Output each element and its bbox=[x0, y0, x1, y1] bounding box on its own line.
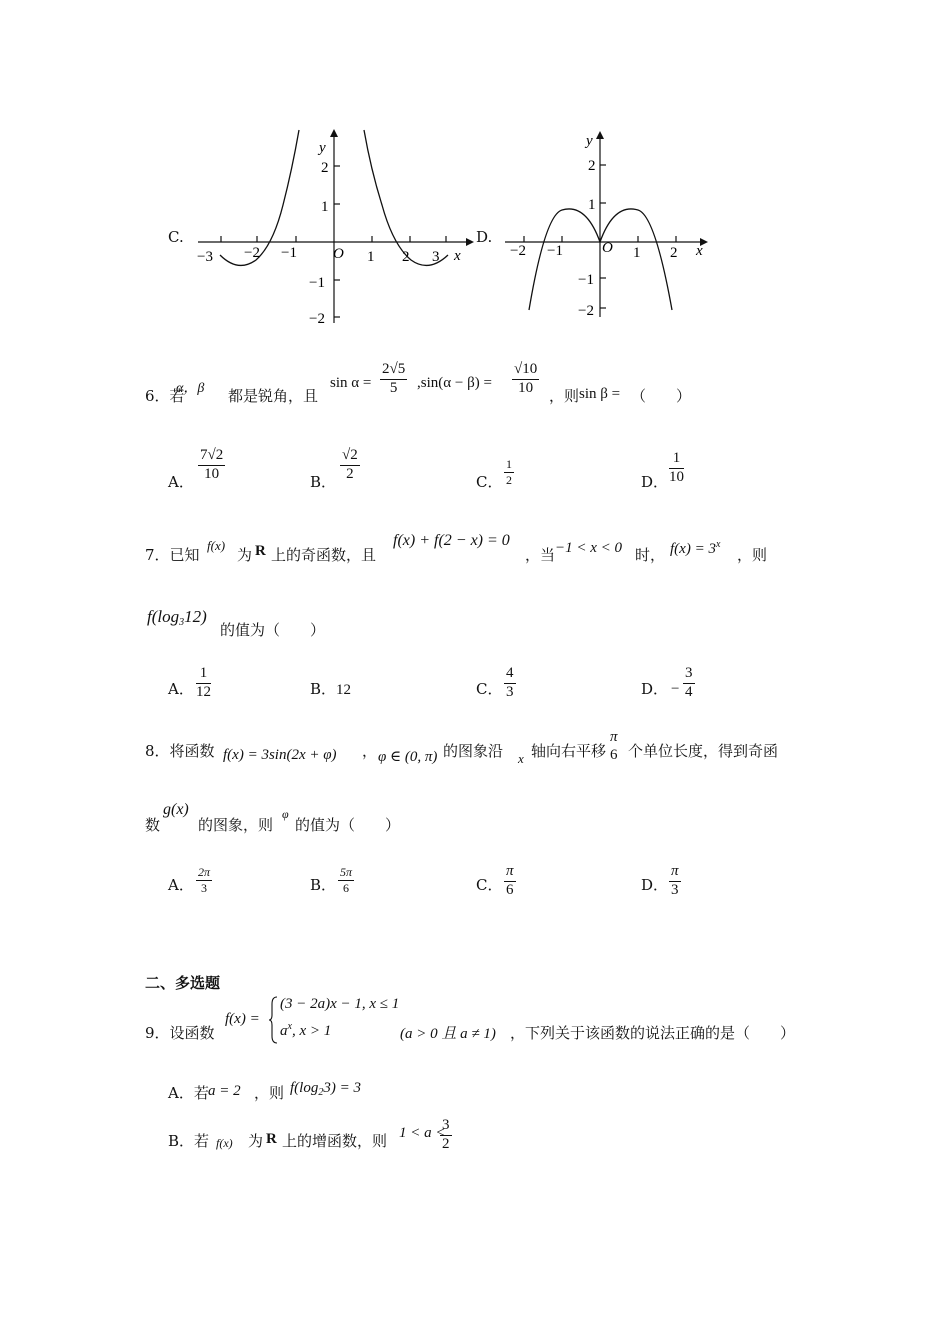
q6-option-c-fraction bbox=[504, 458, 514, 486]
q8-shift-fraction bbox=[608, 730, 620, 764]
q8-option-b-label: B． bbox=[310, 876, 337, 894]
graph-c bbox=[188, 125, 478, 330]
graph-c-xtick-2: 2 bbox=[402, 249, 410, 265]
q7-line-2-text: 的值为（ ） bbox=[220, 621, 326, 639]
q6-option-c-den: 2 bbox=[506, 472, 512, 487]
q7-option-a-fraction bbox=[196, 666, 211, 701]
q6-option-a-num: 7√2 bbox=[198, 448, 225, 466]
graph-c-ytick-neg1: −1 bbox=[309, 275, 325, 291]
graph-d-option-label: D. bbox=[476, 228, 493, 246]
graph-c-x-label: x bbox=[454, 248, 461, 264]
q6-option-b-den: 2 bbox=[346, 465, 354, 482]
q9-brace bbox=[269, 996, 279, 1044]
q7-text-5: ，则 bbox=[737, 546, 768, 564]
q6-fraction-2 bbox=[512, 362, 539, 397]
q8-fx: f(x) = 3sin(2x + φ) bbox=[223, 747, 337, 763]
graph-c-ytick-2: 2 bbox=[321, 160, 329, 176]
q6-option-d-num: 1 bbox=[669, 451, 684, 469]
q6-text-1: 都是锐角，且 bbox=[228, 387, 319, 405]
q7-fx-def-base: f(x) = 3 bbox=[670, 541, 716, 557]
q8-shift-den: 6 bbox=[610, 746, 618, 763]
q6-paren: （ ） bbox=[631, 387, 692, 405]
graph-d-ytick-neg2: −2 bbox=[578, 303, 594, 319]
graph-c-ytick-1: 1 bbox=[321, 199, 329, 215]
q9-option-b-den: 2 bbox=[442, 1135, 450, 1152]
graph-d-origin: O bbox=[602, 240, 613, 256]
q8-option-d-den: 3 bbox=[671, 881, 679, 898]
q7-option-d-num: 3 bbox=[683, 666, 695, 684]
q8-option-c-label: C． bbox=[476, 876, 503, 894]
graph-d-xtick-neg2: −2 bbox=[510, 243, 526, 259]
q7-text-2: 上的奇函数，且 bbox=[271, 546, 377, 564]
q6-option-c-label: C． bbox=[476, 473, 503, 491]
graph-c-xtick-3: 3 bbox=[432, 249, 440, 265]
graph-c-xtick-1: 1 bbox=[367, 249, 375, 265]
q8-option-a-den: 3 bbox=[201, 880, 207, 895]
q6-option-b-label: B． bbox=[310, 473, 337, 491]
q6-option-b-fraction bbox=[340, 448, 360, 483]
q8-phi-range: φ ∈ (0, π) bbox=[378, 749, 438, 765]
q6-fraction-2-den: 10 bbox=[518, 379, 534, 396]
q8-text-3: 轴向右平移 bbox=[531, 742, 607, 760]
q7-option-c-den: 3 bbox=[506, 683, 514, 700]
graph-d bbox=[500, 125, 720, 325]
q9-option-b-R: R bbox=[266, 1131, 277, 1147]
graph-c-ytick-neg2: −2 bbox=[309, 311, 325, 327]
q6-option-d-den: 10 bbox=[669, 468, 684, 485]
q7-R: R bbox=[255, 543, 266, 559]
q9-option-a-text: ，则 bbox=[254, 1084, 285, 1102]
q9-case-1: (3 − 2a)x − 1, x ≤ 1 bbox=[280, 996, 400, 1012]
q8-option-d-fraction bbox=[669, 864, 681, 899]
q9-option-b-text-2: 上的增函数，则 bbox=[282, 1132, 388, 1150]
q7-log-expr bbox=[147, 608, 207, 628]
q6-option-c-num: 1 bbox=[506, 457, 512, 471]
q7-text-1: 为 bbox=[237, 546, 253, 564]
q7-option-c-fraction bbox=[504, 666, 516, 701]
q9-option-b-label: B．若 bbox=[168, 1132, 210, 1150]
q8-option-b-num: 5π bbox=[340, 865, 353, 879]
q7-option-d-sign: − bbox=[671, 681, 680, 697]
q8-text-2: 的图象沿 bbox=[443, 742, 504, 760]
q7-option-a-label: A． bbox=[168, 680, 194, 698]
graph-c-origin: O bbox=[333, 246, 344, 262]
q8-phi: φ bbox=[282, 807, 289, 821]
q7-option-d-fraction bbox=[683, 666, 695, 701]
q9-option-b-fx: f(x) bbox=[216, 1136, 233, 1150]
graph-c-xtick-neg2: −2 bbox=[244, 245, 260, 261]
q6-vars: α，β bbox=[176, 381, 205, 396]
q7-option-d-den: 4 bbox=[685, 683, 693, 700]
q7-log-arg: 12) bbox=[184, 607, 207, 626]
q7-option-b-label: B． bbox=[310, 680, 337, 698]
graph-c-xtick-neg3: −3 bbox=[197, 249, 213, 265]
q6-number: 6．若 bbox=[145, 387, 185, 405]
q7-text-4: 时， bbox=[635, 546, 666, 564]
q9-fx: f(x) = bbox=[225, 1011, 260, 1027]
q6-option-d-label: D． bbox=[641, 473, 669, 491]
graph-d-xtick-1: 1 bbox=[633, 245, 641, 261]
q8-option-c-fraction bbox=[504, 864, 516, 899]
graph-d-x-label: x bbox=[696, 243, 703, 259]
q6-fraction-1-num: 2√5 bbox=[380, 362, 407, 380]
graph-d-y-arrow bbox=[596, 131, 604, 139]
graph-c-x-arrow bbox=[466, 238, 474, 246]
graph-d-axes bbox=[505, 131, 708, 317]
q9-option-a-f: f(log bbox=[290, 1080, 319, 1096]
q9-option-b-ineq: 1 < a < bbox=[399, 1125, 446, 1141]
q8-text-1: ， bbox=[362, 742, 378, 760]
graph-c-y-label: y bbox=[319, 140, 326, 156]
q9-condition: (a > 0 且 a ≠ 1) bbox=[400, 1026, 496, 1042]
q8-line-2-a: 数 bbox=[145, 816, 161, 834]
q8-option-b-den: 6 bbox=[343, 880, 349, 895]
q8-option-a-fraction bbox=[196, 866, 212, 894]
q8-line-2-c: 的值为（ ） bbox=[295, 816, 401, 834]
q8-option-d-num: π bbox=[669, 864, 681, 882]
q7-number: 7．已知 bbox=[145, 546, 200, 564]
q8-option-c-num: π bbox=[504, 864, 516, 882]
q7-option-b-value: 12 bbox=[336, 682, 352, 698]
q6-sin-beta: sin β = bbox=[579, 386, 621, 402]
q9-option-a-expr bbox=[290, 1081, 361, 1098]
q9-option-a-rest: 3) = 3 bbox=[323, 1080, 361, 1096]
graph-c-curve-right bbox=[364, 130, 448, 265]
q9-case-2-cond: , x > 1 bbox=[291, 1023, 332, 1039]
graph-d-xtick-neg1: −1 bbox=[547, 243, 563, 259]
section-2-title: 二、多选题 bbox=[145, 974, 221, 992]
graph-d-ytick-1: 1 bbox=[588, 197, 596, 213]
q6-option-d-fraction bbox=[669, 451, 684, 486]
q6-text-2: ，则 bbox=[549, 387, 580, 405]
q6-fraction-1-den: 5 bbox=[389, 379, 398, 396]
graph-c-axes bbox=[198, 129, 474, 323]
q7-log-base: 3 bbox=[179, 617, 185, 628]
q7-fx-def-exp: x bbox=[715, 539, 721, 550]
q7-log-f: f(log bbox=[147, 607, 180, 626]
graph-d-y-label: y bbox=[586, 133, 593, 149]
q9-option-a-eq: a = 2 bbox=[208, 1083, 241, 1099]
q9-case-2 bbox=[280, 1022, 331, 1039]
q9-case-2-base: a bbox=[280, 1023, 288, 1039]
q6-option-a-den: 10 bbox=[204, 465, 220, 482]
graph-c-option-label: C. bbox=[168, 228, 184, 246]
q8-option-b-fraction bbox=[338, 866, 354, 894]
graph-d-ytick-neg1: −1 bbox=[578, 272, 594, 288]
q9-text-1: ，下列关于该函数的说法正确的是（ ） bbox=[510, 1024, 796, 1042]
q6-option-a-fraction bbox=[198, 448, 225, 483]
q7-option-c-num: 4 bbox=[504, 666, 516, 684]
q6-sin-alpha-beta: ,sin(α − β) = bbox=[417, 375, 492, 391]
q9-option-b-text-1: 为 bbox=[248, 1132, 264, 1150]
q8-option-c-den: 6 bbox=[506, 881, 514, 898]
graph-d-ytick-2: 2 bbox=[588, 158, 596, 174]
q8-option-a-label: A． bbox=[168, 876, 194, 894]
q6-option-b-num: √2 bbox=[340, 448, 360, 466]
q7-option-a-den: 12 bbox=[196, 683, 211, 700]
q8-option-a-num: 2π bbox=[198, 865, 211, 879]
q8-line-2-b: 的图象，则 bbox=[198, 816, 274, 834]
graph-c-y-arrow bbox=[330, 129, 338, 137]
q8-shift-num: π bbox=[610, 729, 618, 745]
q8-text-4: 个单位长度，得到奇函 bbox=[628, 742, 779, 760]
q7-equation: f(x) + f(2 − x) = 0 bbox=[393, 532, 510, 549]
q7-range: −1 < x < 0 bbox=[555, 540, 623, 556]
q8-number: 8．将函数 bbox=[145, 742, 215, 760]
q9-option-a-label: A．若 bbox=[168, 1084, 209, 1102]
q7-fx-def bbox=[670, 540, 720, 557]
q9-option-a-base: 2 bbox=[318, 1087, 324, 1098]
q6-option-a-label: A． bbox=[168, 473, 194, 491]
q8-gx: g(x) bbox=[163, 801, 189, 818]
q7-option-a-num: 1 bbox=[196, 666, 211, 684]
q9-number: 9．设函数 bbox=[145, 1024, 215, 1042]
q7-option-d-label: D． bbox=[641, 680, 669, 698]
q8-x: x bbox=[518, 751, 524, 766]
graph-c-xtick-neg1: −1 bbox=[281, 245, 297, 261]
q8-option-d-label: D． bbox=[641, 876, 669, 894]
q7-fx: f(x) bbox=[207, 538, 226, 553]
q9-case-2-exp: x bbox=[287, 1021, 292, 1032]
q7-text-3: ，当 bbox=[525, 546, 556, 564]
q7-option-c-label: C． bbox=[476, 680, 503, 698]
q9-option-b-num: 3 bbox=[440, 1118, 452, 1136]
graph-d-xtick-2: 2 bbox=[670, 245, 678, 261]
q6-sin-alpha: sin α = bbox=[330, 375, 372, 391]
q7-option-b[interactable] bbox=[310, 682, 351, 698]
q6-fraction-1 bbox=[380, 362, 407, 397]
q6-fraction-2-num: √10 bbox=[512, 362, 539, 380]
q9-option-b-fraction bbox=[440, 1118, 452, 1153]
